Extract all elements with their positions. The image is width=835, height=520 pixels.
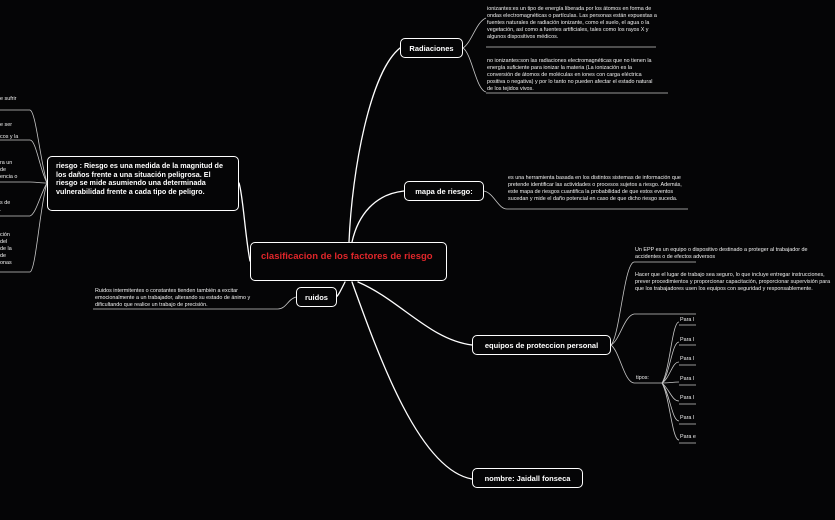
text-epp-definicion: Un EPP es un equipo o dispositivo destinado a proteger al trabajador de accidentes o de efectos adversos	[635, 247, 808, 261]
riesgo-fragment: s de	[0, 200, 11, 206]
riesgo-fragment: encia o	[0, 174, 18, 180]
riesgo-fragment: e sufrir	[0, 96, 17, 102]
riesgo-fragment: cos y la	[0, 134, 19, 140]
riesgo-fragment: ra un	[0, 160, 13, 166]
node-ruidos-label: ruidos	[305, 292, 328, 302]
text-ruidos-descripcion: Ruidos intermitentes o constantes tienden también a excitar emocionalmente a un trabajador, alterando su estado de ánimo y dificultando que realice un trabajo de precisión.	[95, 288, 251, 309]
tipo-item: Para l	[680, 356, 695, 362]
tipo-item: Para l	[680, 415, 695, 421]
riesgo-fragment: de la	[0, 246, 12, 252]
text-tipos: tipos:	[636, 375, 649, 381]
node-mapa-riesgo-label: mapa de riesgo:	[415, 186, 473, 196]
text-mapa-descripcion: es una herramienta basada en los distintos sistemas de información que pretende identificar las actividades o procesos sujetos a riesgo. Además, este mapa de riesgos cuantifica la probabilidad de que estos eventos sucedan y mide el daño potencial en caso de que dicho riesgo suceda.	[508, 175, 682, 203]
riesgo-fragment: ción	[0, 232, 10, 238]
riesgo-fragment: del	[0, 239, 8, 245]
epp-definicion-clip	[634, 246, 808, 264]
root-topic-label: clasificacion de los factores de riesgo	[261, 251, 433, 262]
tipo-item: Para l	[680, 376, 695, 382]
node-ruidos[interactable]	[296, 287, 337, 307]
riesgo-fragment: onas	[0, 260, 12, 266]
riesgo-fragment: .	[0, 207, 2, 213]
node-nombre[interactable]	[472, 468, 583, 488]
text-epp-uso: Hacer que el lugar de trabajo sea seguro, lo que incluye entregar instrucciones, prever procedimientos y proporcionar capacitación, proporcionar supervisión para que los trabajadores usen los equipos con seguridad y responsablemente.	[635, 272, 831, 293]
node-equipos-proteccion[interactable]	[472, 335, 611, 355]
riesgo-fragment: e ser	[0, 122, 12, 128]
tipo-item: Para l	[680, 395, 695, 401]
node-radiaciones[interactable]	[400, 38, 463, 58]
text-ionizantes: ionizantes:es un tipo de energía liberada por los átomos en forma de ondas electromagnéticas o partículas. Las personas están expuestas a fuentes naturales de radiación ionizante, como el suelo, el agua o la vegetación, así como a fuentes artificiales, tales como los rayos X y algunos dispositivos médicos.	[487, 6, 657, 41]
text-no-ionizantes: no ionizantes:son las radiaciones electromagnéticas que no tienen la energía suficiente para ionizar la materia (La ionización es la conversión de átomos de moléculas en iones con carga eléctrica positiva o negativa) y por lo tanto no pueden afectar el estado natural de los tejidos vivos.	[487, 58, 653, 93]
riesgo-fragment: de	[0, 253, 6, 259]
node-riesgo-label: riesgo : Riesgo es una medida de la magnitud de los daños frente a una situación peligrosa. El riesgo se mide asumiendo una determinada vulnerabilidad frente a cada tipo de peligro.	[56, 161, 223, 197]
node-riesgo[interactable]	[47, 156, 239, 211]
tipo-item: Para l	[680, 337, 695, 343]
tipo-item: Para e	[680, 434, 696, 440]
epp-uso-clip	[634, 271, 831, 315]
node-radiaciones-label: Radiaciones	[409, 43, 454, 53]
node-nombre-label: nombre: Jaidall fonseca	[484, 473, 571, 483]
riesgo-fragment: de	[0, 167, 6, 173]
tipo-item: Para l	[680, 317, 695, 323]
root-topic[interactable]	[250, 242, 447, 281]
node-mapa-riesgo[interactable]	[404, 181, 484, 201]
node-equipos-proteccion-label: equipos de proteccion personal	[484, 340, 599, 350]
